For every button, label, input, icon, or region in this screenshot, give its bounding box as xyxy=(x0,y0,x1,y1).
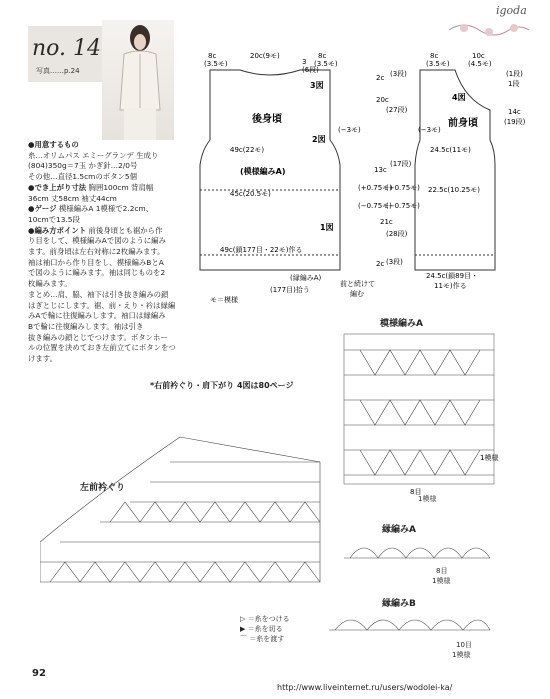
cut-yarn-icon: ▶ xyxy=(240,625,246,633)
back-title: 後身頃 xyxy=(252,114,282,125)
svg-text:(27段): (27段) xyxy=(386,106,408,114)
svg-text:(模様編みA): (模様編みA) xyxy=(240,167,286,176)
svg-text:(3.5モ): (3.5モ) xyxy=(204,60,228,68)
left-neck-title: 左前衿ぐり xyxy=(80,483,126,493)
svg-text:49c(鎖177目・22モ)作る: 49c(鎖177目・22モ)作る xyxy=(220,246,303,254)
svg-text:(3段): (3段) xyxy=(390,70,407,78)
edge-b-title: 縁編みB xyxy=(382,599,416,609)
svg-text:(縁編みA): (縁編みA) xyxy=(290,274,322,282)
garment-schematic xyxy=(190,40,540,310)
svg-text:(17段): (17段) xyxy=(390,160,412,168)
svg-text:4図: 4図 xyxy=(452,93,466,102)
join-yarn-icon: ▷ xyxy=(240,615,246,623)
svg-text:(177目)拾う: (177目)拾う xyxy=(270,286,310,294)
svg-text:(3.5モ): (3.5モ) xyxy=(426,60,450,68)
carry-yarn-icon: ⌒ xyxy=(240,635,247,643)
pattern-a-title: 模様編みA xyxy=(380,319,423,329)
svg-text:8目: 8目 xyxy=(410,488,422,496)
svg-text:(6段): (6段) xyxy=(302,66,319,74)
svg-text:(3段): (3段) xyxy=(386,258,403,266)
svg-text:(3.5モ): (3.5モ) xyxy=(314,60,338,68)
svg-text:24.5c(11モ): 24.5c(11モ) xyxy=(430,146,471,154)
instructions-text: ●用意するもの 糸…オリムパス エミーグランデ 生成り (804)350g＝7玉 かぎ針…2/0号 その他…直径1.5cmのボタン5個 ●でき上がり寸法 胸囲100cm 背肩幅 36cm 丈58cm 袖丈44cm ●ゲージ 模様編みA 1模様で2.2cm、 10cmで13.5段 ●編み方ポイント 前後身頃とも裾から作 り目をして、模様編みAで図のように編み ます。前身頃は左右対称に2枚編みます。 袖は袖口から作り目をし、模様編みBとA で図のように編みます。袖は同じものを2 枚編みます。 まとめ…肩、脇、袖下は引き抜き編みの鎖 はぎとじにします。裾、前・えり・衿は縁編 みAで輪に往復編みします。袖口は縁編み Bで輪に往復編みします。袖は引き 抜き編みの鎖とじでつけます。ボタンホー ルの位置を決めておき左前立てにボタンをつ けます。 xyxy=(28,140,176,364)
svg-text:(4.5モ): (4.5モ) xyxy=(468,60,492,68)
edge-b-chart xyxy=(325,608,495,638)
photo-reference: 写真……p.24 xyxy=(36,67,80,75)
symbol-legend: ▷ ＝糸をつける ▶ ＝糸を切る ⌒ ＝糸を渡す xyxy=(240,615,290,643)
svg-text:2c: 2c xyxy=(376,74,385,82)
edge-a-repeat: 8目 xyxy=(436,567,448,575)
svg-text:(28段): (28段) xyxy=(386,230,408,238)
svg-text:3: 3 xyxy=(302,58,307,66)
svg-text:10c: 10c xyxy=(472,52,485,60)
svg-text:(19段): (19段) xyxy=(504,118,526,126)
edge-b-repeat2: 1模様 xyxy=(452,651,471,659)
page-number: 92 xyxy=(32,668,46,679)
pattern-a-repeat: 1模様 xyxy=(418,495,437,503)
flower-ornament-icon xyxy=(444,20,534,40)
svg-text:45c(20.5モ): 45c(20.5モ) xyxy=(230,190,271,198)
svg-text:11モ)作る: 11モ)作る xyxy=(434,282,467,290)
edge-a-chart xyxy=(340,536,500,566)
svg-text:3図: 3図 xyxy=(310,81,324,90)
svg-text:20c: 20c xyxy=(376,96,389,104)
left-neck-chart xyxy=(40,432,330,602)
svg-text:1図: 1図 xyxy=(320,223,334,232)
svg-text:2図: 2図 xyxy=(312,135,326,144)
pattern-a-chart xyxy=(340,330,510,500)
svg-text:1模様: 1模様 xyxy=(480,454,499,462)
svg-text:(+0.75モ): (+0.75モ) xyxy=(358,184,392,192)
svg-text:21c: 21c xyxy=(380,218,393,226)
svg-text:モ＝模様: モ＝模様 xyxy=(210,296,238,304)
issue-number: no. 14 xyxy=(32,36,102,61)
svg-text:22.5c(10.25モ): 22.5c(10.25モ) xyxy=(428,186,480,194)
svg-text:14c: 14c xyxy=(508,108,521,116)
svg-text:2c: 2c xyxy=(376,260,385,268)
back-top-left: 8c xyxy=(208,52,217,60)
brand-name: igoda xyxy=(496,4,527,17)
svg-text:13c: 13c xyxy=(374,166,387,174)
svg-text:編む: 編む xyxy=(350,290,364,298)
edge-a-title: 縁編みA xyxy=(382,525,416,535)
svg-text:(−3モ): (−3モ) xyxy=(418,126,441,134)
reference-note: *右前衿ぐり・肩下がり 4図は80ページ xyxy=(150,381,294,390)
svg-text:(−0.75モ): (−0.75モ) xyxy=(358,202,392,210)
edge-b-repeat: 10目 xyxy=(456,641,472,649)
svg-text:(+0.75モ): (+0.75モ) xyxy=(386,184,420,192)
svg-text:(−0.75モ): (−0.75モ) xyxy=(386,202,420,210)
svg-text:8c: 8c xyxy=(318,52,327,60)
model-photo xyxy=(102,20,174,140)
front-title: 前身頃 xyxy=(448,118,478,129)
svg-text:20c(9モ): 20c(9モ) xyxy=(250,52,280,60)
svg-text:1段: 1段 xyxy=(508,80,520,88)
source-url: http://www.liveinternet.ru/users/wodolei-ka/ xyxy=(277,683,453,692)
svg-text:8c: 8c xyxy=(430,52,439,60)
svg-text:49c(22モ): 49c(22モ) xyxy=(230,146,265,154)
svg-text:前と続けて: 前と続けて xyxy=(340,280,375,288)
svg-text:(−3モ): (−3モ) xyxy=(338,126,361,134)
edge-a-repeat2: 1模様 xyxy=(432,577,451,585)
svg-text:(1段): (1段) xyxy=(506,70,523,78)
svg-text:24.5c(鎖89目・: 24.5c(鎖89目・ xyxy=(426,272,479,280)
